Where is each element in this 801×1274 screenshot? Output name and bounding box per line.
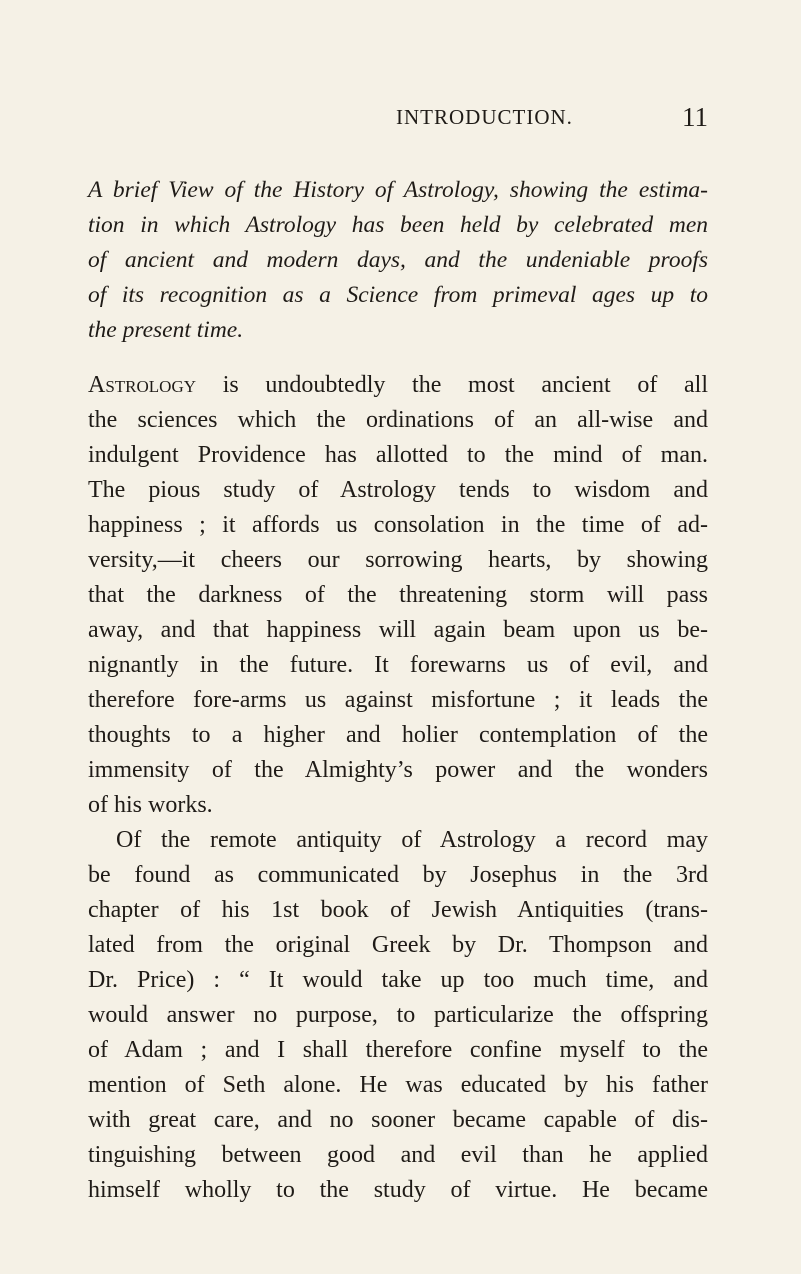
paragraph-line: that the darkness of the threatening storm will pass xyxy=(88,582,708,608)
page-number: 11 xyxy=(682,102,708,132)
heading-line: tion in which Astrology has been held by celebrated men xyxy=(88,212,708,238)
paragraph-line: lated from the original Greek by Dr. Thompson and xyxy=(88,932,708,958)
paragraph-1 xyxy=(88,368,708,823)
heading-line: of ancient and modern days, and the undeniable proofs xyxy=(88,247,708,273)
paragraph-line xyxy=(88,368,708,403)
paragraph-line: away, and that happiness will again beam upon us be- xyxy=(88,617,708,643)
paragraph-line: The pious study of Astrology tends to wisdom and xyxy=(88,477,708,503)
running-head-title: INTRODUCTION. xyxy=(396,105,573,129)
paragraph-2 xyxy=(88,823,708,1208)
paragraph-line: indulgent Providence has allotted to the mind of man. xyxy=(88,442,708,468)
paragraph-line: therefore fore-arms us against misfortune ; it leads the xyxy=(88,687,708,713)
paragraph-line: nignantly in the future. It forewarns us of evil, and xyxy=(88,652,708,678)
paragraph-line: happiness ; it affords us consolation in the time of ad- xyxy=(88,512,708,538)
paragraph-line: himself wholly to the study of virtue. He became xyxy=(88,1177,708,1203)
paragraph-line: with great care, and no sooner became capable of dis- xyxy=(88,1107,708,1133)
paragraph-line: chapter of his 1st book of Jewish Antiquities (trans- xyxy=(88,897,708,923)
paragraph-line: of Adam ; and I shall therefore confine myself to the xyxy=(88,1037,708,1063)
paragraph-line: of his works. xyxy=(88,792,213,818)
first-line-text: is undoubtedly the most ancient of all xyxy=(196,372,708,398)
paragraph-line: the sciences which the ordinations of an all-wise and xyxy=(88,407,708,433)
paragraph-line: immensity of the Almighty’s power and the wonders xyxy=(88,757,708,783)
paragraph-line: versity,—it cheers our sorrowing hearts, by showing xyxy=(88,547,708,573)
paragraph-line: tinguishing between good and evil than he applied xyxy=(88,1142,708,1168)
heading-line: the present time. xyxy=(88,317,244,343)
body-text xyxy=(88,173,708,1208)
paragraph-line: Dr. Price) : “ It would take up too much time, and xyxy=(88,967,708,993)
paragraph-line: would answer no purpose, to particularize the offspring xyxy=(88,1002,708,1028)
heading-line: of its recognition as a Science from primeval ages up to xyxy=(88,282,708,308)
paragraph-line: be found as communicated by Josephus in the 3rd xyxy=(88,862,708,888)
section-gap xyxy=(88,348,708,368)
paragraph-line: Of the remote antiquity of Astrology a record may xyxy=(116,827,708,853)
paragraph-line: thoughts to a higher and holier contemplation of the xyxy=(88,722,708,748)
running-head xyxy=(0,102,801,145)
heading-line: A brief View of the History of Astrology, showing the estima- xyxy=(88,177,708,203)
paragraph-line: mention of Seth alone. He was educated by his father xyxy=(88,1072,708,1098)
lead-word: Astrology xyxy=(88,372,197,398)
section-heading xyxy=(88,173,708,348)
